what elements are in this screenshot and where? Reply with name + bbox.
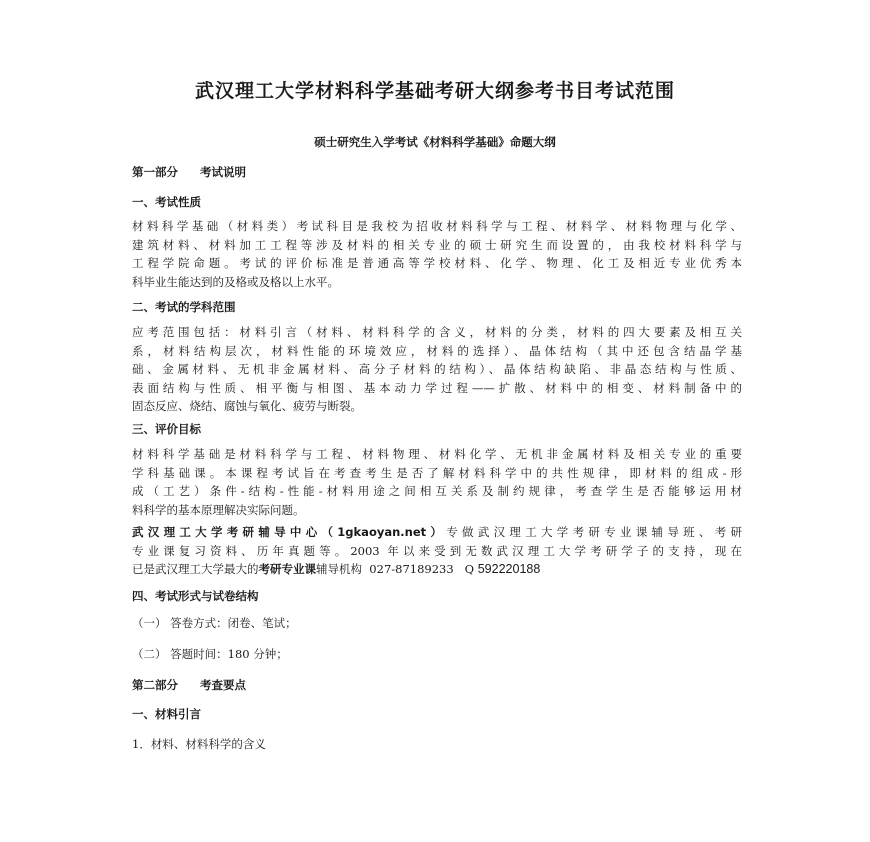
part1-label: 第一部分 (132, 165, 178, 179)
promo-line3-bold: 考研专业课 (258, 562, 316, 576)
sec1-heading: 一、考试性质 (132, 195, 201, 209)
promo-line-2: 专业课复习资料、历年真题等。2003 年以来受到无数武汉理工大学考研学子的支持，现在 (132, 543, 742, 558)
sec1-line: 科毕业生能达到的及格或及格以上水平。 (132, 274, 339, 289)
sec3-line: 材料科学基础是材料科学与工程、材料物理、材料化学、无机非金属材料及相关专业的重要 (132, 447, 742, 461)
sec3-heading: 三、评价目标 (132, 422, 201, 436)
sec5-heading: 一、材料引言 (132, 707, 201, 721)
sec1-line: 材料科学基础（材料类）考试科目是我校为招收材料科学与工程、材料学、材料物理与化学、 (132, 219, 742, 233)
part1-name: 考试说明 (200, 165, 246, 179)
sec3-line: 学科基础课。本课程考试旨在考查考生是否了解材料科学中的共性规律，即材料的组成-形 (132, 465, 742, 480)
sec4-item-2: （二） 答题时间：180 分钟； (132, 647, 288, 661)
sec2-line: 应考范围包括：材料引言（材料、材料科学的含义，材料的分类，材料的四大要素及相互关 (132, 325, 742, 339)
sec2-line: 固态反应、烧结、腐蚀与氧化、疲劳与断裂。 (132, 399, 362, 413)
part1-heading (132, 164, 246, 180)
sec5-item-1: 1．材料、材料科学的含义 (132, 737, 266, 751)
document-subtitle: 硕士研究生入学考试《材料科学基础》命题大纲 (314, 135, 556, 149)
part2-name: 考查要点 (200, 678, 246, 692)
promo-line1-text: 专做武汉理工大学考研专业课辅导班、考研 (446, 525, 742, 539)
sec3-line: 料科学的基本原理解决实际问题。 (132, 502, 305, 517)
promo-qq-number: 592220188 (477, 562, 541, 576)
part2-heading (132, 677, 246, 693)
sec3-line: 成（工艺）条件-结构-性能-材料用途之间相互关系及制约规律，考查学生是否能够运用材 (132, 484, 742, 498)
promo-line-3 (132, 560, 742, 579)
sec4-item-1: （一） 答卷方式：闭卷、笔试； (132, 616, 297, 630)
sec3-paragraph (132, 445, 742, 519)
sec1-line: 工程学院命题。考试的评价标准是普通高等学校材料、化学、物理、化工及相近专业优秀本 (132, 256, 742, 270)
promo-line-1 (132, 523, 742, 542)
sec1-paragraph (132, 217, 742, 291)
sec2-line: 表面结构与性质、相平衡与相图、基本动力学过程——扩散、材料中的相变、材料制备中的 (132, 380, 742, 395)
promo-paragraph (132, 523, 742, 579)
sec2-line: 系，材料结构层次，材料性能的环境效应，材料的选择）、晶体结构（其中还包含结晶学基 (132, 343, 742, 358)
sec2-paragraph (132, 323, 742, 416)
page-title: 武汉理工大学材料科学基础考研大纲参考书目考试范围 (194, 80, 675, 102)
sec2-heading: 二、考试的学科范围 (132, 300, 236, 314)
sec4-heading: 四、考试形式与试卷结构 (132, 589, 259, 603)
part2-label: 第二部分 (132, 678, 178, 692)
sec1-line: 建筑材料、材料加工工程等涉及材料的相关专业的硕士研究生而设置的，由我校材料科学与 (132, 237, 742, 252)
sec2-line: 础、金属材料、无机非金属材料、高分子材料的结构）、晶体结构缺陷、非晶态结构与性质、 (132, 362, 742, 376)
promo-contact: 辅导机构 027-87189233 Q (316, 562, 478, 576)
promo-line3-pre: 已是武汉理工大学最大的 (132, 562, 259, 576)
promo-brand: 武汉理工大学考研辅导中心（1gkaoyan.net） (132, 525, 447, 539)
